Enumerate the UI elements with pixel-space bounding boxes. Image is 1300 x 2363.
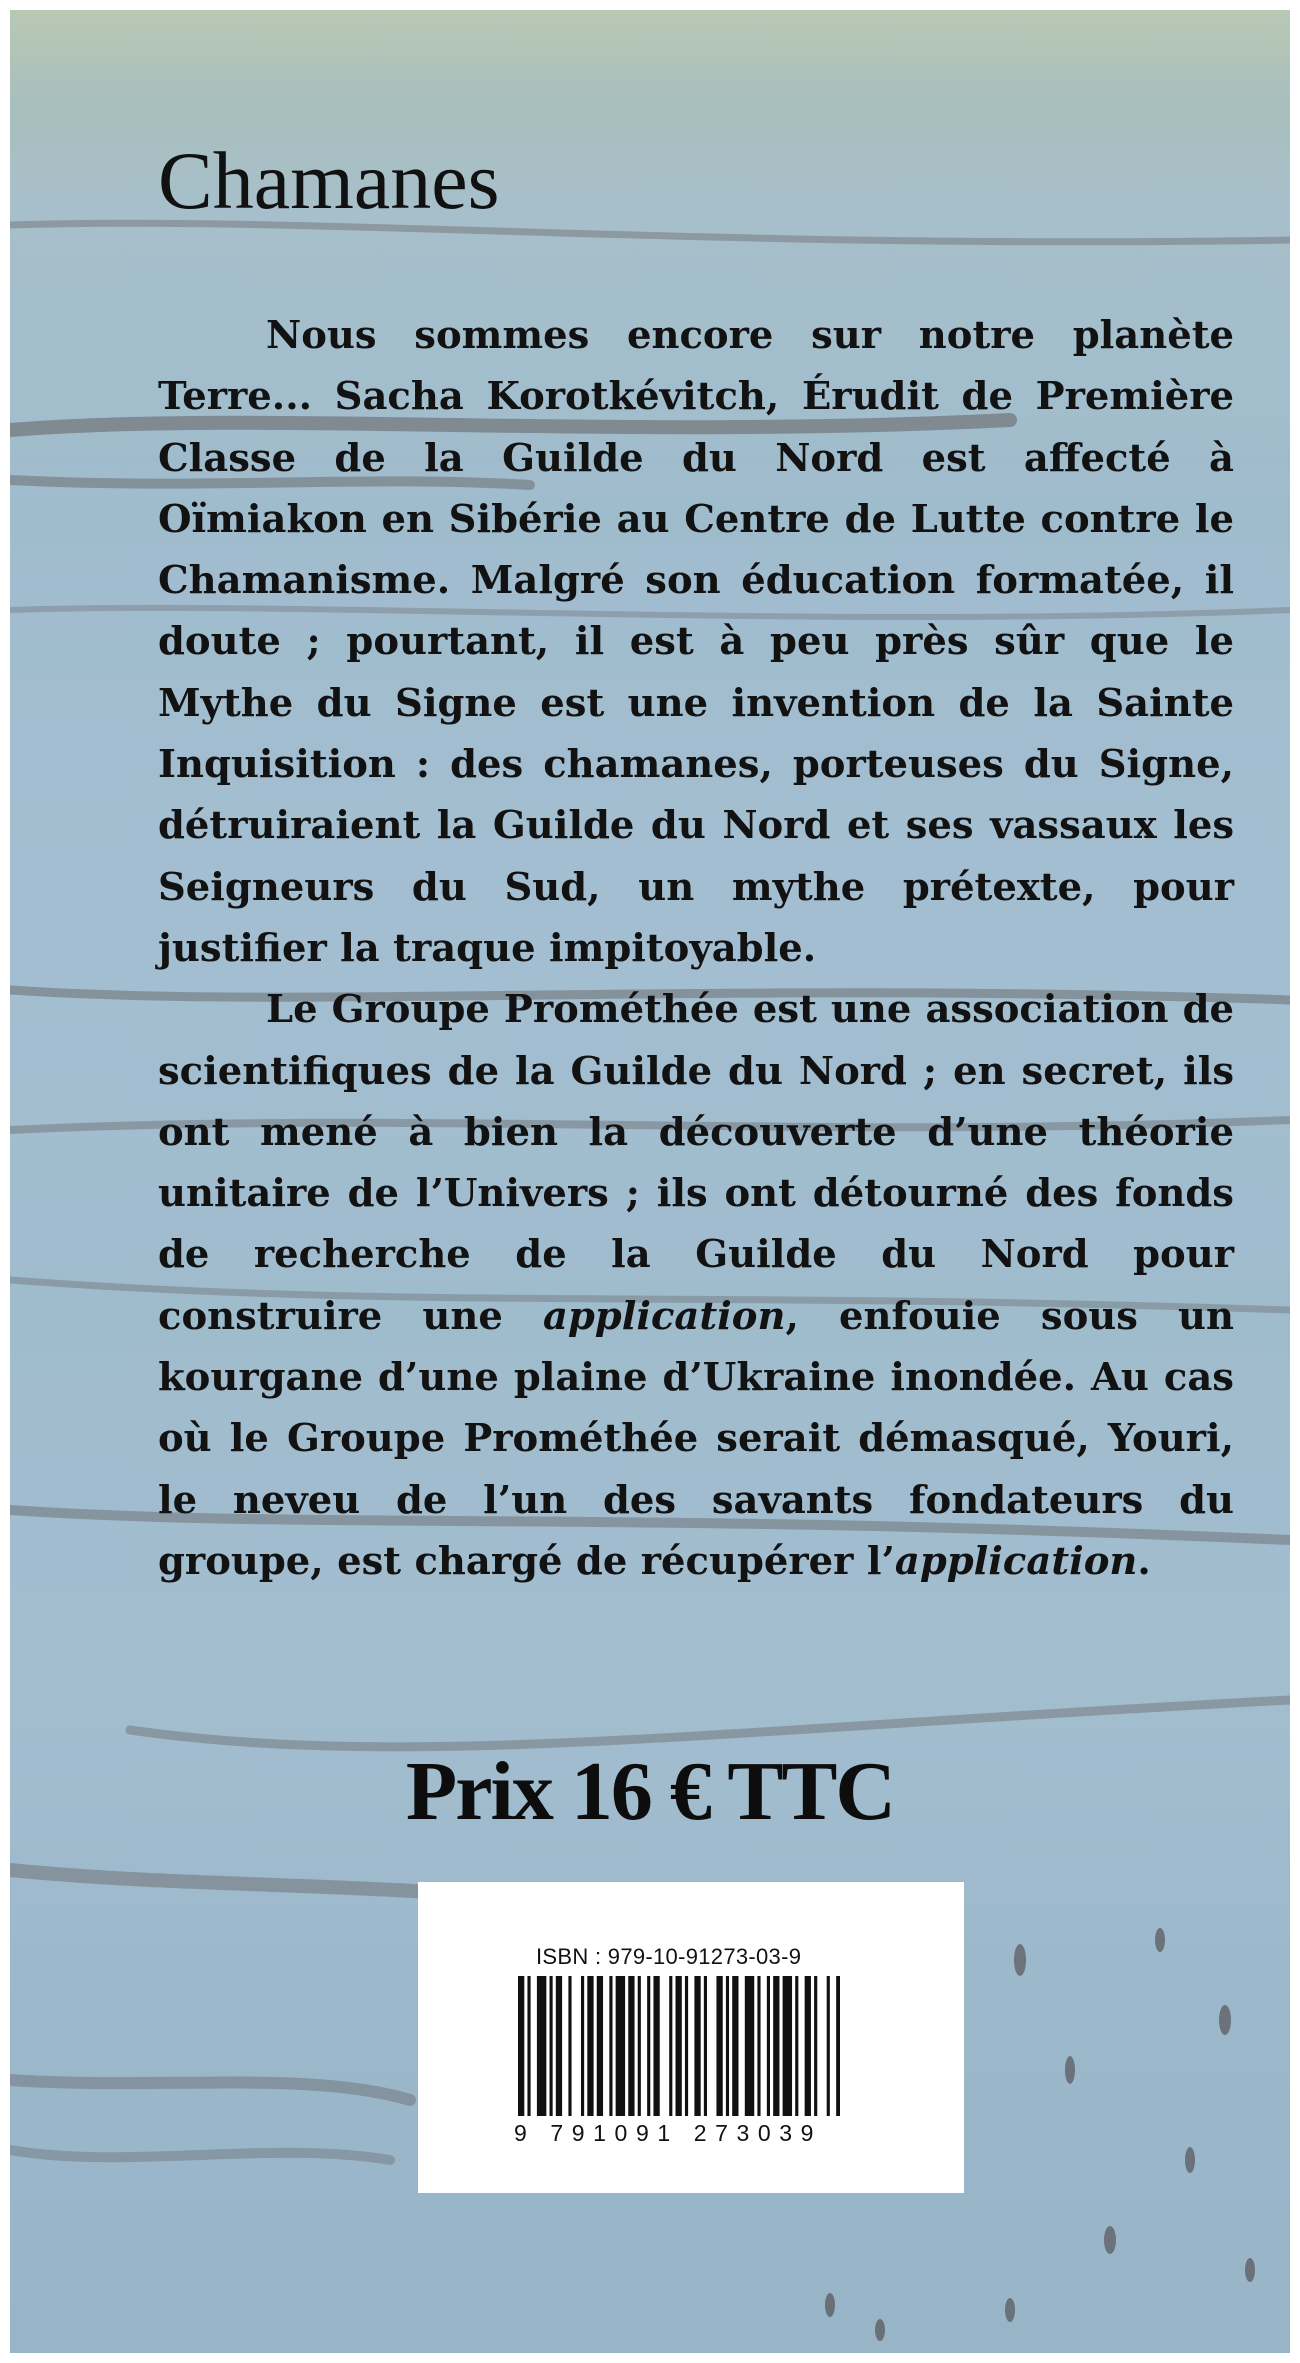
barcode-bar	[581, 1976, 584, 2116]
barcode-bar	[537, 1976, 546, 2116]
barcode-bar	[805, 1976, 811, 2116]
barcode-bar	[647, 1976, 650, 2116]
barcode-bar	[653, 1976, 659, 2116]
barcode-bar	[795, 1976, 798, 2116]
price-label: Prix 16 € TTC	[405, 1745, 895, 1838]
barcode-bar	[568, 1976, 571, 2116]
barcode-bar	[716, 1976, 722, 2116]
blurb-p2-part-2: , enfouie sous un kourgane d’une plaine d’Ukraine inondée. Au cas où le Groupe Prométhée serait démasqué, Youri, le neveu de l’un des savants fondateurs du groupe, est chargé de récupérer l’	[158, 1293, 1234, 1584]
book-title: Chamanes	[158, 135, 500, 226]
barcode-bar	[628, 1976, 634, 2116]
barcode-bar	[732, 1976, 738, 2116]
barcode-bar	[783, 1976, 792, 2116]
barcode-bar	[726, 1976, 729, 2116]
barcode-bar	[587, 1976, 593, 2116]
barcode-bar	[518, 1976, 524, 2116]
barcode-bar	[836, 1976, 840, 2116]
barcode-bar	[609, 1976, 612, 2116]
barcode-bar	[745, 1976, 754, 2116]
blurb-p2-italic-2: application	[894, 1538, 1138, 1584]
barcode-bar	[814, 1976, 817, 2116]
blurb-paragraph-2	[158, 979, 1234, 1592]
barcode-digits: 9 791091 273039	[514, 2120, 823, 2146]
barcode-bar	[676, 1976, 682, 2116]
barcode-bar	[694, 1976, 700, 2116]
book-back-cover	[10, 10, 1290, 2353]
barcode-bar	[773, 1976, 779, 2116]
barcode-bar	[616, 1976, 625, 2116]
isbn-label: ISBN : 979-10-91273-03-9	[536, 1944, 802, 1969]
barcode-bar	[757, 1976, 760, 2116]
barcode-bar	[597, 1976, 603, 2116]
blurb-p2-part-3: .	[1137, 1538, 1151, 1584]
blurb-paragraph-1: Nous sommes encore sur notre planète Terre... Sacha Korotkévitch, Érudit de Première Classe de la Guilde du Nord est affecté à Oïmiakon en Sibérie au Centre de Lutte contre le Chamanisme. Malgré son éducation formatée, il doute ; pourtant, il est à peu près sûr que le Mythe du Signe est une invention de la Sainte Inquisition : des chamanes, porteuses du Signe, détruiraient la Guilde du Nord et ses vassaux les Seigneurs du Sud, un mythe prétexte, pour justifier la traque impitoyable.	[158, 313, 1234, 971]
blurb-text	[158, 305, 1234, 1592]
blurb-p2-part-1: Le Groupe Prométhée est une association de scientifiques de la Guilde du Nord ; en secret, ils ont mené à bien la découverte d’une théorie unitaire de l’Univers ; ils ont détourné des fonds de recherche de la Guilde du Nord pour construire une	[158, 987, 1234, 1339]
barcode-bar	[827, 1976, 830, 2116]
blurb-p2-italic-1: application	[542, 1293, 786, 1339]
barcode-bar	[685, 1976, 688, 2116]
barcode-bar	[550, 1976, 553, 2116]
barcode-image	[514, 1976, 844, 2144]
isbn-barcode-panel	[418, 1882, 964, 2193]
barcode-bar	[638, 1976, 641, 2116]
barcode-bar	[704, 1976, 707, 2116]
barcode-bar	[556, 1976, 562, 2116]
barcode-bar	[669, 1976, 672, 2116]
barcode-bar	[767, 1976, 770, 2116]
barcode-bar	[527, 1976, 530, 2116]
